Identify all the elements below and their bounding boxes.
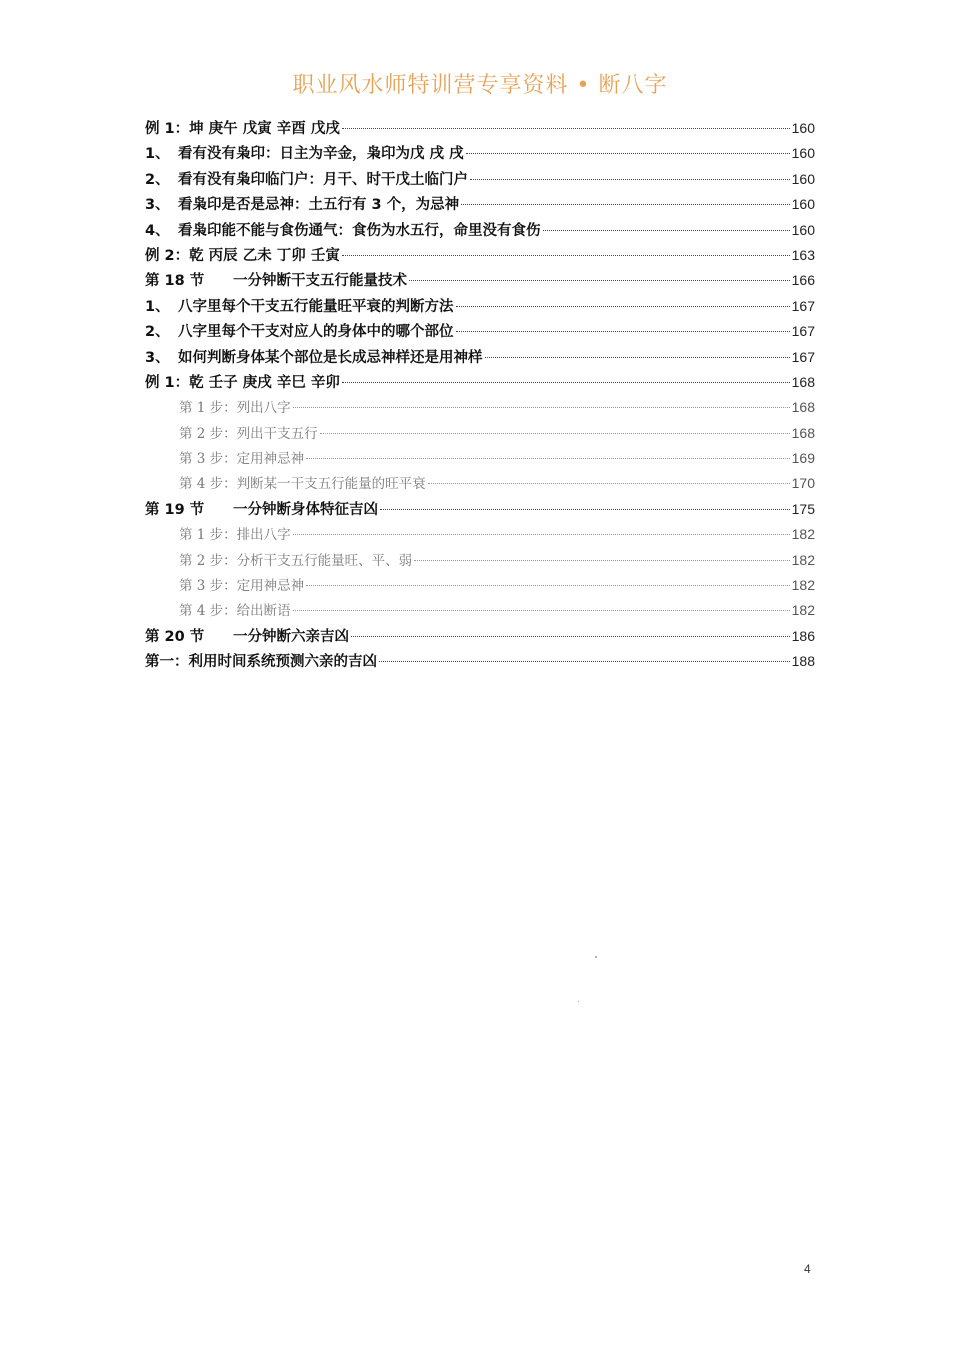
- toc-page-number: 168: [791, 399, 815, 416]
- toc-page-number: 166: [791, 272, 815, 289]
- toc-dot-leader: [306, 585, 789, 586]
- toc-entry-label: 第 1 步：列出八字: [179, 400, 291, 417]
- toc-page-number: 182: [791, 577, 815, 594]
- toc-page-number: 170: [791, 475, 815, 492]
- toc-page-number: 167: [791, 323, 815, 340]
- toc-item-number: 1、: [145, 298, 170, 315]
- toc-entry[interactable]: [145, 395, 815, 420]
- toc-dot-leader: [293, 407, 790, 408]
- toc-item-number: 1、: [145, 146, 170, 163]
- scan-speck: [595, 956, 597, 958]
- toc-entry[interactable]: [145, 624, 815, 649]
- toc-page-number: 160: [791, 145, 815, 162]
- toc-entry[interactable]: [145, 268, 815, 293]
- toc-page-number: 160: [791, 170, 815, 187]
- table-of-contents: [145, 116, 815, 675]
- toc-entry-label: 例 1：乾 壬子 庚戌 辛巳 辛卯: [145, 374, 340, 391]
- toc-dot-leader: [342, 382, 790, 383]
- toc-dot-leader: [306, 458, 789, 459]
- toc-entry-label: 例 2：乾 丙辰 乙未 丁卯 壬寅: [145, 247, 340, 264]
- toc-entry-label: 看有没有枭印临门户：月干、时干戊土临门户: [178, 171, 468, 188]
- toc-dot-leader: [543, 230, 790, 231]
- toc-entry[interactable]: [145, 548, 815, 573]
- toc-entry-label: 看枭印能不能与食伤通气：食伤为水五行，命里没有食伤: [178, 222, 541, 239]
- toc-page-number: 168: [791, 373, 815, 390]
- toc-page-number: 167: [791, 297, 815, 314]
- toc-dot-leader: [342, 255, 790, 256]
- toc-entry-label: 八字里每个干支对应人的身体中的哪个部位: [178, 324, 454, 341]
- toc-page-number: 182: [791, 602, 815, 619]
- toc-dot-leader: [380, 509, 790, 510]
- toc-entry-label: 一分钟断身体特征吉凶: [233, 501, 378, 518]
- toc-dot-leader: [456, 331, 790, 332]
- toc-entry[interactable]: [145, 345, 815, 370]
- toc-entry[interactable]: [145, 598, 815, 623]
- toc-entry[interactable]: [145, 522, 815, 547]
- toc-dot-leader: [428, 483, 790, 484]
- toc-entry-label: 例 1：坤 庚午 戊寅 辛酉 戊戌: [145, 121, 340, 137]
- toc-page-number: 167: [791, 348, 815, 365]
- toc-dot-leader: [342, 128, 790, 129]
- toc-entry[interactable]: [145, 294, 815, 319]
- toc-dot-leader: [461, 204, 789, 205]
- toc-entry[interactable]: [145, 141, 815, 166]
- toc-page-number: 160: [791, 196, 815, 213]
- toc-entry-label: 一分钟断六亲吉凶: [233, 628, 349, 645]
- document-header-title: 职业风水师特训营专享资料 • 断八字: [292, 73, 668, 98]
- toc-page-number: 169: [791, 450, 815, 467]
- toc-entry[interactable]: [145, 370, 815, 395]
- toc-page-number: 168: [791, 424, 815, 441]
- toc-entry-label: 第 1 步：排出八字: [179, 527, 291, 544]
- toc-item-number: 3、: [145, 349, 170, 366]
- toc-dot-leader: [351, 636, 790, 637]
- toc-entry[interactable]: [145, 649, 815, 674]
- toc-section-number: 第 18 节: [145, 273, 205, 290]
- toc-entry-label: 看有没有枭印：日主为辛金，枭印为戊 戌 戌: [178, 146, 464, 163]
- toc-entry[interactable]: [145, 497, 815, 522]
- toc-dot-leader: [320, 433, 790, 434]
- toc-entry[interactable]: [145, 573, 815, 598]
- toc-dot-leader: [409, 280, 790, 281]
- toc-entry-label: 第 3 步：定用神忌神: [179, 578, 305, 595]
- toc-item-number: 3、: [145, 197, 170, 214]
- toc-page-number: 160: [791, 120, 815, 136]
- toc-section-number: 第 20 节: [145, 628, 205, 645]
- toc-page-number: 188: [791, 653, 815, 670]
- toc-entry[interactable]: [145, 471, 815, 496]
- toc-page-number: 186: [791, 627, 815, 644]
- toc-entry[interactable]: [145, 218, 815, 243]
- toc-entry-label: 如何判断身体某个部位是长成忌神样还是用神样: [178, 349, 483, 366]
- toc-dot-leader: [293, 534, 790, 535]
- toc-entry[interactable]: [145, 421, 815, 446]
- scan-speck: [578, 1001, 579, 1002]
- toc-dot-leader: [470, 179, 790, 180]
- toc-entry-label: 第 2 步：分析干支五行能量旺、平、弱: [179, 552, 413, 569]
- toc-entry[interactable]: [145, 243, 815, 268]
- toc-page-number: 160: [791, 221, 815, 238]
- toc-section-number: 第 19 节: [145, 501, 205, 518]
- toc-entry[interactable]: [145, 167, 815, 192]
- toc-entry[interactable]: [145, 192, 815, 217]
- toc-entry-label: 一分钟断干支五行能量技术: [233, 273, 407, 290]
- toc-page-number: 163: [791, 246, 815, 263]
- toc-entry[interactable]: [145, 446, 815, 471]
- toc-item-number: 2、: [145, 171, 170, 188]
- toc-dot-leader: [485, 357, 790, 358]
- toc-entry-label: 第一：利用时间系统预测六亲的吉凶: [145, 654, 377, 671]
- toc-dot-leader: [379, 661, 790, 662]
- toc-item-number: 2、: [145, 324, 170, 341]
- toc-entry-label: 第 3 步：定用神忌神: [179, 451, 305, 468]
- toc-entry[interactable]: [145, 116, 815, 141]
- page-number: 4: [804, 1262, 811, 1276]
- toc-item-number: 4、: [145, 222, 170, 239]
- toc-entry-label: 第 4 步：给出断语: [179, 603, 291, 620]
- toc-page-number: 182: [791, 551, 815, 568]
- toc-page-number: 182: [791, 526, 815, 543]
- toc-entry-label: 看枭印是否是忌神：土五行有 3 个，为忌神: [178, 197, 460, 214]
- toc-entry-label: 第 2 步：列出干支五行: [179, 425, 318, 442]
- toc-dot-leader: [456, 306, 790, 307]
- toc-entry-label: 八字里每个干支五行能量旺平衰的判断方法: [178, 298, 454, 315]
- toc-entry-label: 第 4 步：判断某一干支五行能量的旺平衰: [179, 476, 426, 493]
- toc-page-number: 175: [791, 500, 815, 517]
- toc-dot-leader: [293, 610, 790, 611]
- toc-entry[interactable]: [145, 319, 815, 344]
- toc-dot-leader: [466, 153, 790, 154]
- toc-dot-leader: [414, 560, 789, 561]
